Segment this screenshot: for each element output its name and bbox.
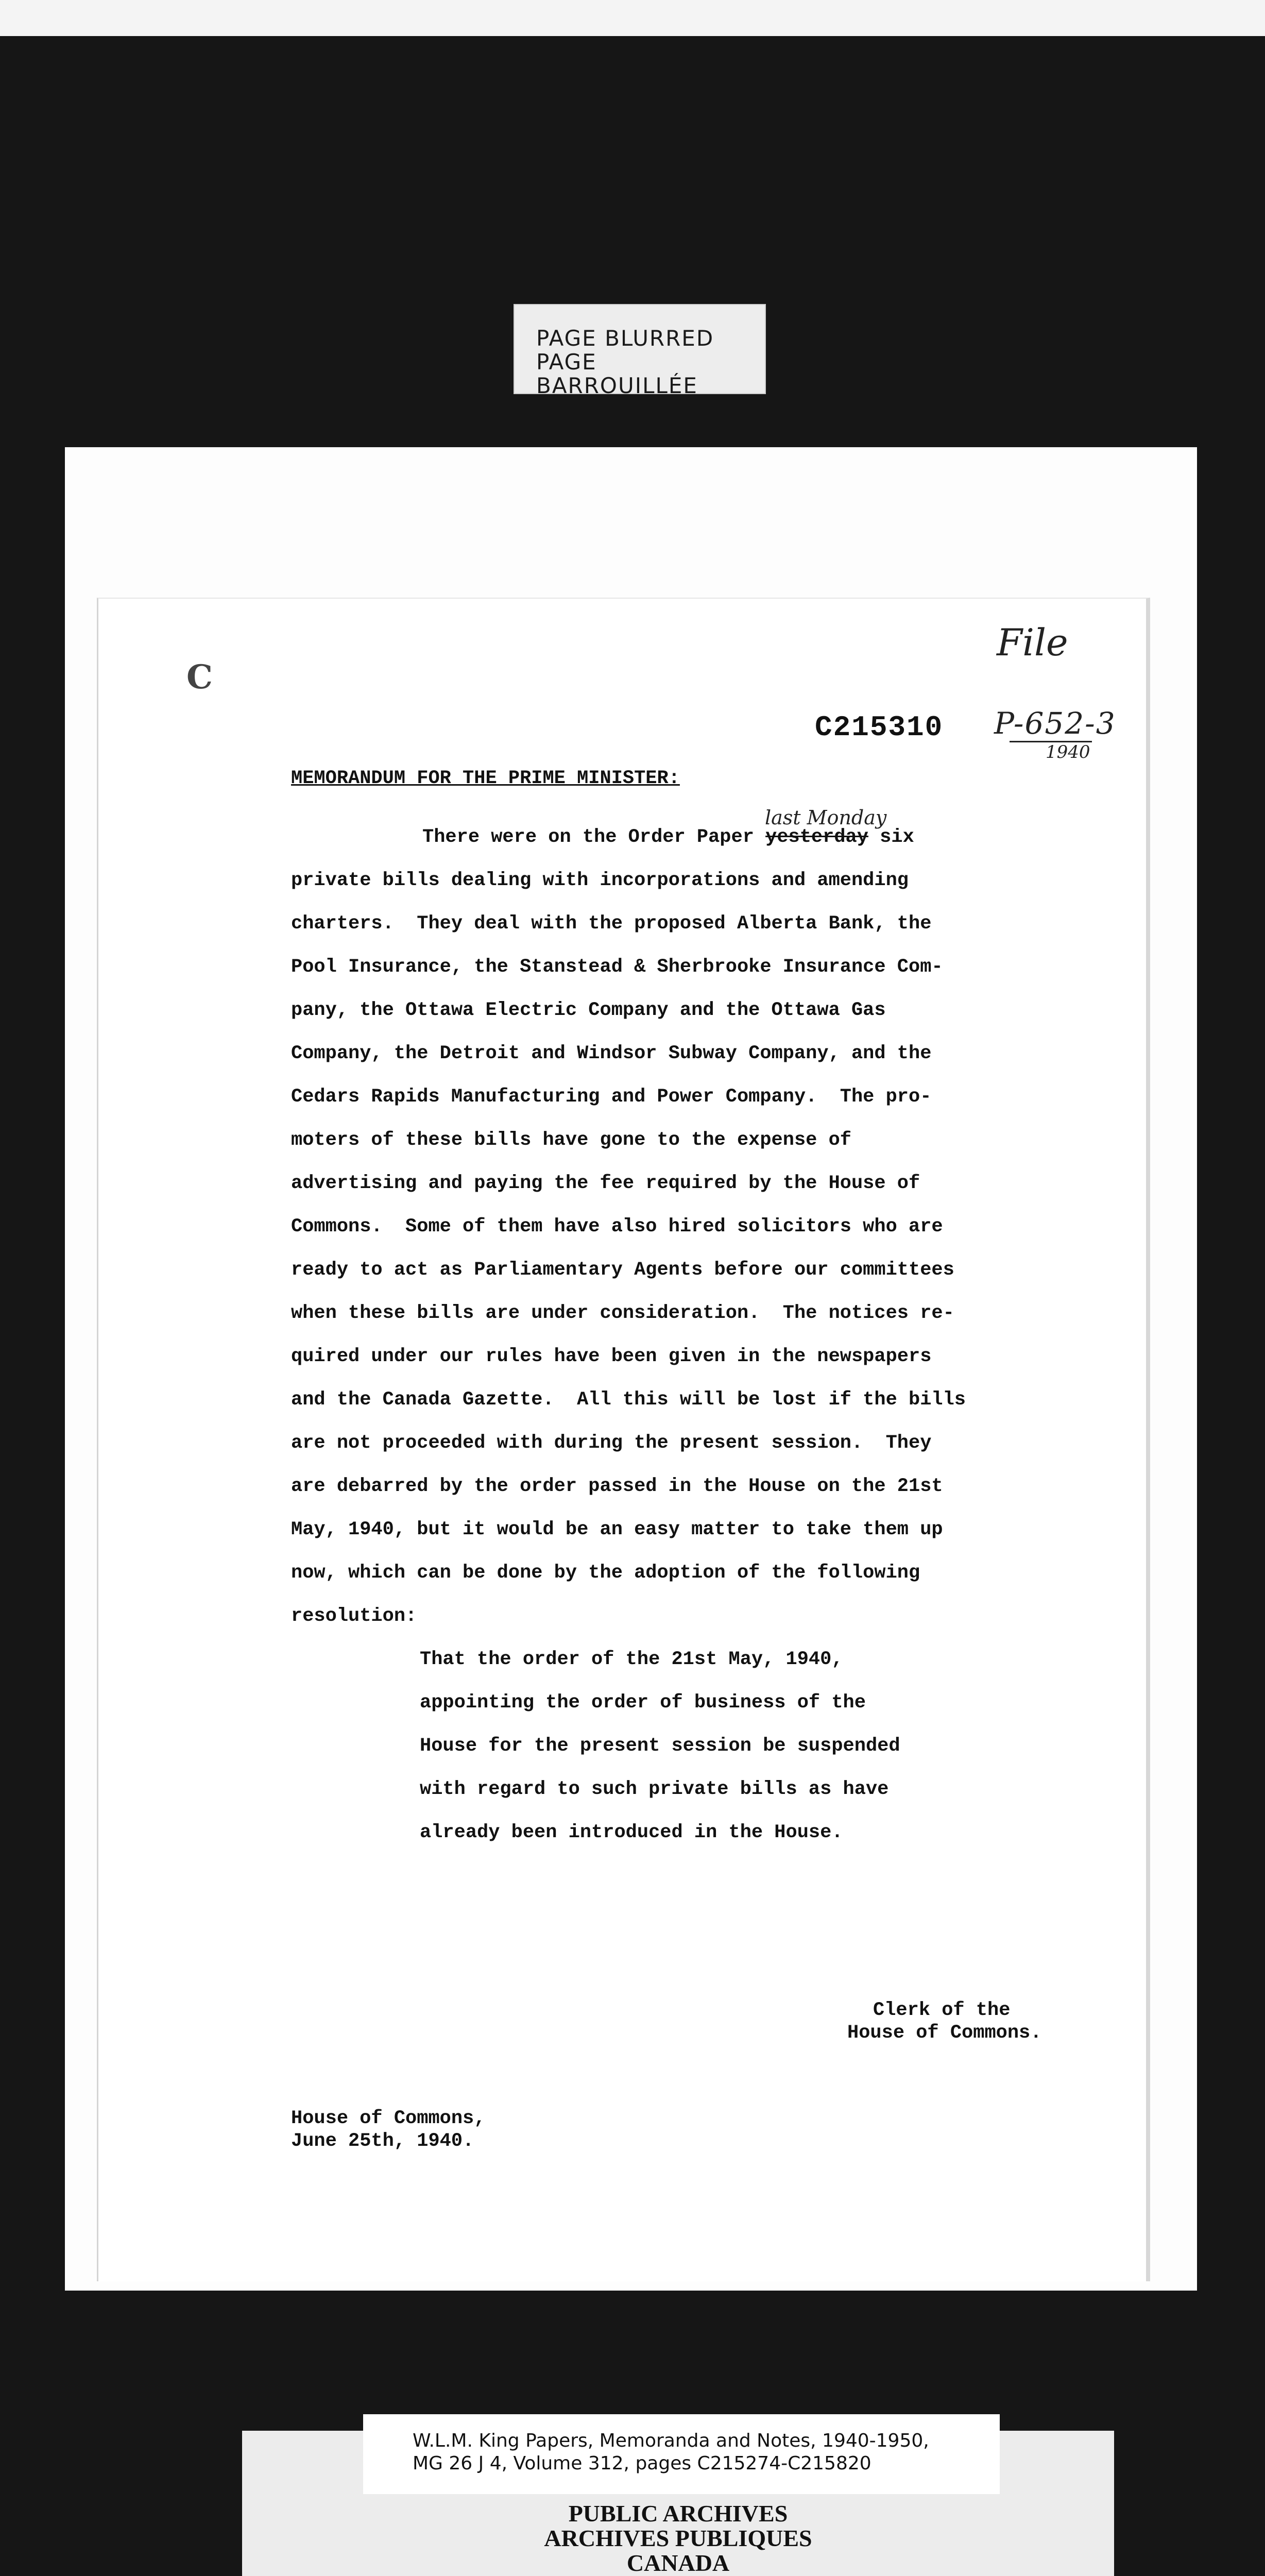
body-line: Commons. Some of them have also hired solicitors who are bbox=[291, 1216, 943, 1238]
archives-stamp bbox=[242, 2501, 1114, 2575]
body-line: resolution: bbox=[291, 1605, 417, 1627]
citation-line: W.L.M. King Papers, Memoranda and Notes, 1940-1950, bbox=[413, 2430, 929, 2451]
citation-line: MG 26 J 4, Volume 312, pages C215274-C215820 bbox=[413, 2453, 871, 2474]
signature-line: House of Commons. bbox=[847, 2022, 1042, 2044]
struck-word: yesterday bbox=[765, 826, 868, 848]
dateline-date: June 25th, 1940. bbox=[291, 2130, 474, 2152]
archive-citation-label bbox=[363, 2414, 1000, 2494]
body-line: are not proceeded with during the present session. They bbox=[291, 1432, 932, 1454]
body-line: May, 1940, but it would be an easy matter to take them up bbox=[291, 1519, 943, 1540]
body-line: Pool Insurance, the Stanstead & Sherbrooke Insurance Com- bbox=[291, 956, 943, 978]
blur-notice-french: PAGE BARROUILLÉE bbox=[536, 349, 698, 398]
blur-notice-english: PAGE BLURRED bbox=[536, 326, 714, 351]
corner-mark: C bbox=[186, 658, 213, 697]
archives-stamp-line: ARCHIVES PUBLIQUES bbox=[544, 2525, 812, 2551]
body-line: and the Canada Gazette. All this will be lost if the bills bbox=[291, 1389, 966, 1411]
dateline bbox=[291, 2107, 485, 2153]
body-line: Cedars Rapids Manufacturing and Power Company. The pro- bbox=[291, 1086, 932, 1108]
body-line: now, which can be done by the adoption of the following bbox=[291, 1562, 920, 1584]
handwritten-file-mark: File bbox=[997, 621, 1068, 664]
resolution-line: House for the present session be suspended bbox=[420, 1735, 900, 1757]
body-line: pany, the Ottawa Electric Company and the Ottawa Gas bbox=[291, 999, 886, 1021]
film-top-edge bbox=[0, 0, 1265, 36]
resolution-line: with regard to such private bills as have bbox=[420, 1778, 889, 1800]
archives-stamp-line: CANADA bbox=[626, 2550, 730, 2576]
archives-stamp-line: PUBLIC ARCHIVES bbox=[568, 2500, 788, 2527]
signature-line: Clerk of the bbox=[873, 1999, 1011, 2021]
dateline-place: House of Commons, bbox=[291, 2108, 486, 2129]
signature-block bbox=[847, 1999, 1041, 2044]
page-blurred-notice bbox=[514, 304, 766, 398]
memo-title: MEMORANDUM FOR THE PRIME MINISTER: bbox=[291, 768, 680, 789]
resolution-line: already been introduced in the House. bbox=[420, 1822, 843, 1843]
body-line: advertising and paying the fee required by the House of bbox=[291, 1173, 920, 1194]
resolution-line: That the order of the 21st May, 1940, bbox=[420, 1649, 843, 1670]
resolution-line: appointing the order of business of the bbox=[420, 1692, 866, 1714]
body-line: are debarred by the order passed in the House on the 21st bbox=[291, 1476, 943, 1497]
body-line: charters. They deal with the proposed Alberta Bank, the bbox=[291, 913, 932, 935]
body-line: Company, the Detroit and Windsor Subway Company, and the bbox=[291, 1043, 932, 1064]
body-line: when these bills are under consideration. The notices re- bbox=[291, 1302, 954, 1324]
handwritten-insertion: last Monday bbox=[765, 806, 887, 829]
handwritten-reference-year: 1940 bbox=[1046, 742, 1090, 762]
body-line: ready to act as Parliamentary Agents before our committees bbox=[291, 1259, 954, 1281]
body-line: quired under our rules have been given in the newspapers bbox=[291, 1346, 932, 1367]
body-line: moters of these bills have gone to the expense of bbox=[291, 1129, 851, 1151]
body-line: There were on the Order Paper yesterday six bbox=[422, 826, 914, 848]
handwritten-reference: P-652-3 bbox=[994, 706, 1116, 741]
body-line: private bills dealing with incorporations and amending bbox=[291, 870, 909, 891]
document-number: C215310 bbox=[815, 711, 944, 744]
